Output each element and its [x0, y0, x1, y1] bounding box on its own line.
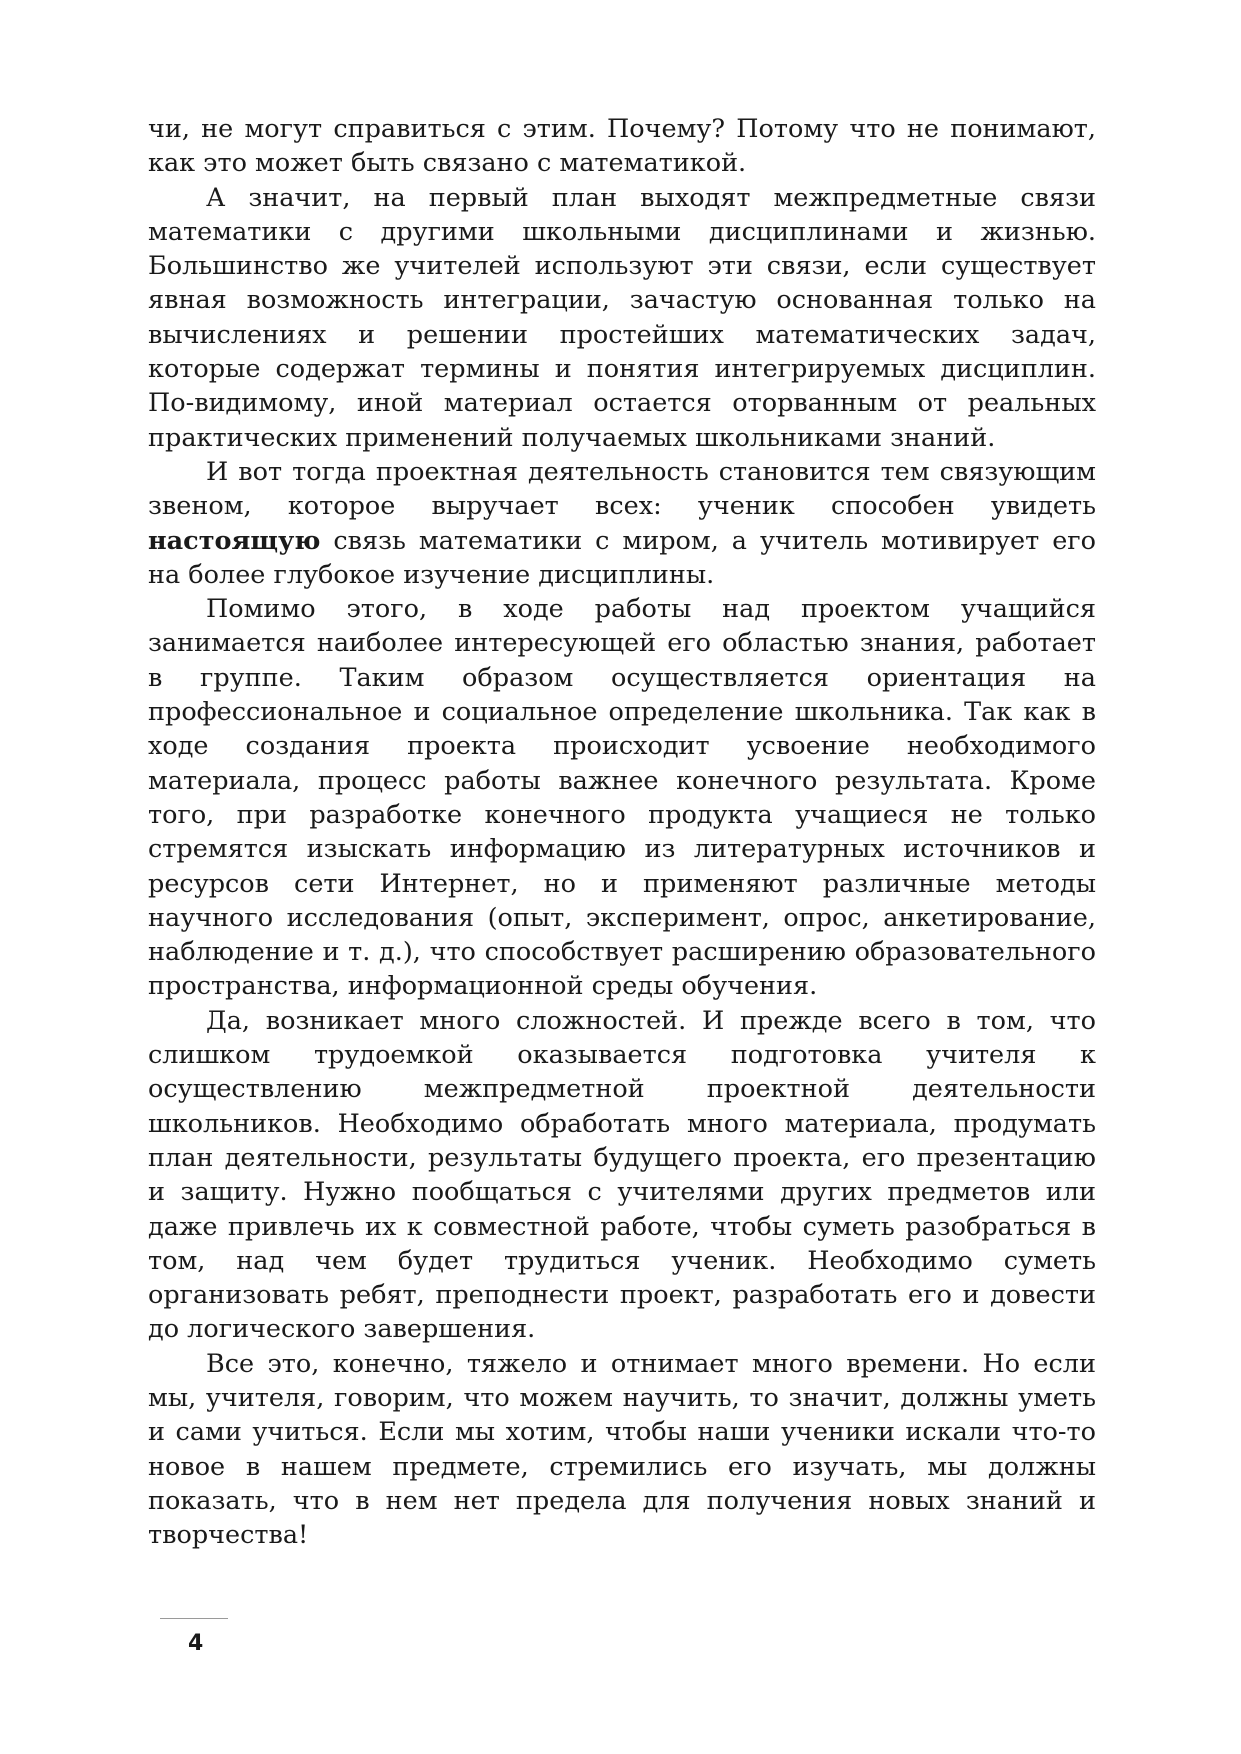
- paragraph-2: [148, 181, 1096, 455]
- page-body: [148, 112, 1096, 1552]
- page-footer: [160, 1618, 230, 1656]
- paragraph-text: Да, возникает много сложностей. И прежде всего в том, что слишком трудоемкой оказывается подготовка учителя к осуществлению межпредметной проектной деятельности школьников. Необходимо обработать много материала, продумать план деятельности, результаты будущего проекта, его презентацию и защиту. Нужно пообщаться с учителями других предметов или даже привлечь их к совместной работе, чтобы суметь разобраться в том, над чем будет трудиться ученик. Необходимо суметь организовать ребят, преподнести проект, разработать его и довести до логического завершения.: [148, 1005, 1096, 1345]
- paragraph-3: [148, 455, 1096, 592]
- paragraph-text: Все это, конечно, тяжело и отнимает много времени. Но если мы, учителя, говорим, что можем научить, то значит, должны уметь и сами учиться. Если мы хотим, чтобы наши ученики искали что-то новое в нашем предмете, стремились его изучать, мы должны показать, что в нем нет предела для получения новых знаний и творчества!: [148, 1348, 1096, 1551]
- paragraph-text: чи, не могут справиться с этим. Почему? Потому что не понимают, как это может быть связано с математикой.: [148, 114, 1096, 179]
- footer-rule: [160, 1618, 228, 1619]
- paragraph-text: И вот тогда проектная деятельность становится тем связующим звеном, которое выручает всех: ученик способен увидеть: [148, 456, 1096, 522]
- paragraph-text: Помимо этого, в ходе работы над проектом учащийся занимается наиболее интересующей его областью знания, работает в группе. Таким образом осуществляется ориентация на профессиональное и социальное определение школьника. Так как в ходе создания проекта происходит усвоение необходимого материала, процесс работы важнее конечного результата. Кроме того, при разработке конечного продукта учащиеся не только стремятся изыскать информацию из литературных источников и ресурсов сети Интернет, но и применяют различные методы научного исследования (опыт, эксперимент, опрос, анкетирование, наблюдение и т. д.), что способствует расширению образовательного пространства, информационной среды обучения.: [148, 594, 1096, 1002]
- paragraph-1: [148, 112, 1096, 181]
- paragraph-text: А значит, на первый план выходят межпредметные связи математики с другими школьными дисциплинами и жизнью. Большинство же учителей используют эти связи, если существует явная возможность интеграции, зачастую основанная только на вычислениях и решении простейших математических задач, которые содержат термины и понятия интегрируемых дисциплин. По-видимому, иной материал остается оторванным от реальных практических применений получаемых школьниками знаний.: [148, 182, 1096, 453]
- paragraph-6: [148, 1347, 1096, 1553]
- paragraph-4: [148, 592, 1096, 1004]
- paragraph-text: связь математики с миром, а учитель мотивирует его на более глубокое изучение дисциплины.: [148, 525, 1096, 590]
- emphasized-word: настоящую: [148, 525, 321, 556]
- page-number: 4: [188, 1631, 204, 1656]
- paragraph-5: [148, 1004, 1096, 1347]
